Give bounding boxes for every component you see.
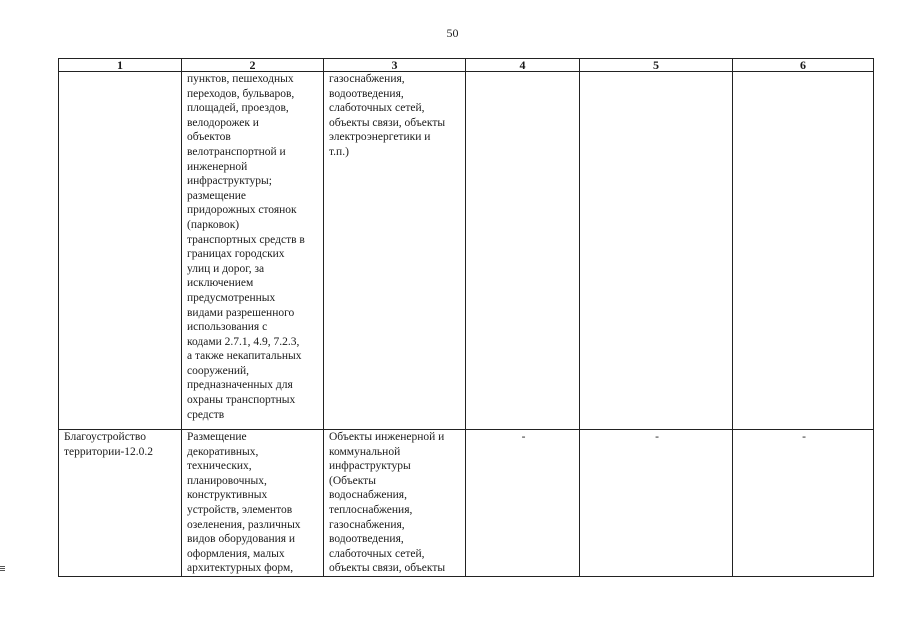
dash-value: -: [802, 431, 806, 443]
row2-description-cell: Размещение декоративных, технических, планировочных, конструктивных устройств, элементов озеленения, различных видов оборудования и оформления, малых архитектурных форм,: [182, 430, 324, 577]
table-header-row: [59, 59, 874, 72]
row2-col5-cell: [580, 430, 733, 577]
row1-description-cell: пунктов, пешеходных переходов, бульваров, площадей, проездов, велодорожек и объектов велотранспортной и инженерной инфраструктуры; размещение придорожных стоянок (парковок) транспортных средств в границах городских улиц и дорог, за исключением предусмотренных видами разрешенного использования с кодами 2.7.1, 4.9, 7.2.3, а также некапитальных сооружений, предназначенных для охраны транспортных средств: [182, 72, 324, 430]
land-use-table: [58, 58, 874, 577]
row1-col4-cell: [466, 72, 580, 430]
table-row: [59, 430, 874, 577]
page-number: 50: [446, 26, 459, 40]
column-header-1: 1: [59, 59, 182, 72]
column-header-5: 5: [580, 59, 733, 72]
scan-margin-mark: [0, 566, 5, 572]
column-header-2: 2: [182, 59, 324, 72]
row2-objects-cell: Объекты инженерной и коммунальной инфраструктуры (Объекты водоснабжения, теплоснабжения, газоснабжения, водоотведения, слаботочных сетей, объекты связи, объекты: [324, 430, 466, 577]
row2-use-type-cell: Благоустройство территории-12.0.2: [59, 430, 182, 577]
column-header-4: 4: [466, 59, 580, 72]
column-header-3: 3: [324, 59, 466, 72]
row1-objects-cell: газоснабжения, водоотведения, слаботочных сетей, объекты связи, объекты электроэнергетики и т.п.): [324, 72, 466, 430]
row2-col6-cell: [733, 430, 874, 577]
row1-col5-cell: [580, 72, 733, 430]
dash-value: -: [521, 431, 526, 443]
row1-use-type-cell: [59, 72, 182, 430]
dash-value: -: [655, 431, 659, 443]
row2-col4-cell: [466, 430, 580, 577]
row1-col6-cell: [733, 72, 874, 430]
column-header-6: 6: [733, 59, 874, 72]
table-row: [59, 72, 874, 430]
